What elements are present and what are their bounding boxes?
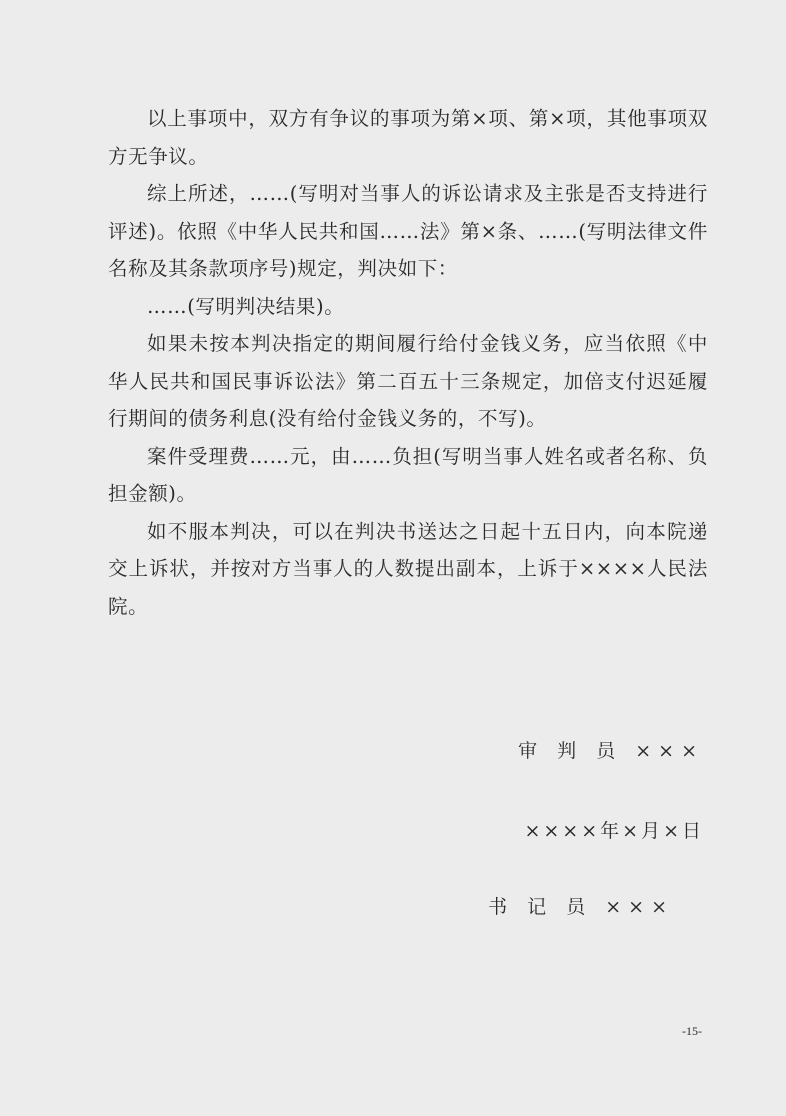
paragraph-disputed-items: 以上事项中，双方有争议的事项为第×项、第×项，其他事项双方无争议。 [108, 107, 708, 168]
paragraph-judgment-result: ……(写明判决结果)。 [147, 294, 345, 318]
judgment-body [108, 100, 708, 625]
paragraph-payment-obligation: 如果未按本判决指定的期间履行给付金钱义务，应当依照《中华人民共和国民事诉讼法》第二百五十三条规定，加倍支付迟延履行期间的债务利息(没有给付金钱义务的，不写)。 [108, 332, 708, 430]
signature-clerk: 书 记 员 ××× [488, 896, 674, 918]
paragraph-appeal: 如不服本判决，可以在判决书送达之日起十五日内，向本院递交上诉状，并按对方当事人的人数提出副本，上诉于××××人民法院。 [108, 519, 708, 618]
paragraph-summary: 综上所述，……(写明对当事人的诉讼请求及主张是否支持进行评述)。依照《中华人民共和国……法》第×条、……(写明法律文件名称及其条款项序号)规定，判决如下： [108, 182, 708, 280]
signature-judge: 审 判 员 ××× [518, 740, 704, 762]
paragraph-case-fee: 案件受理费……元，由……负担(写明当事人姓名或者名称、负担金额)。 [108, 444, 708, 505]
signature-date: ××××年×月×日 [524, 820, 704, 842]
page-number: -15- [682, 1024, 702, 1038]
